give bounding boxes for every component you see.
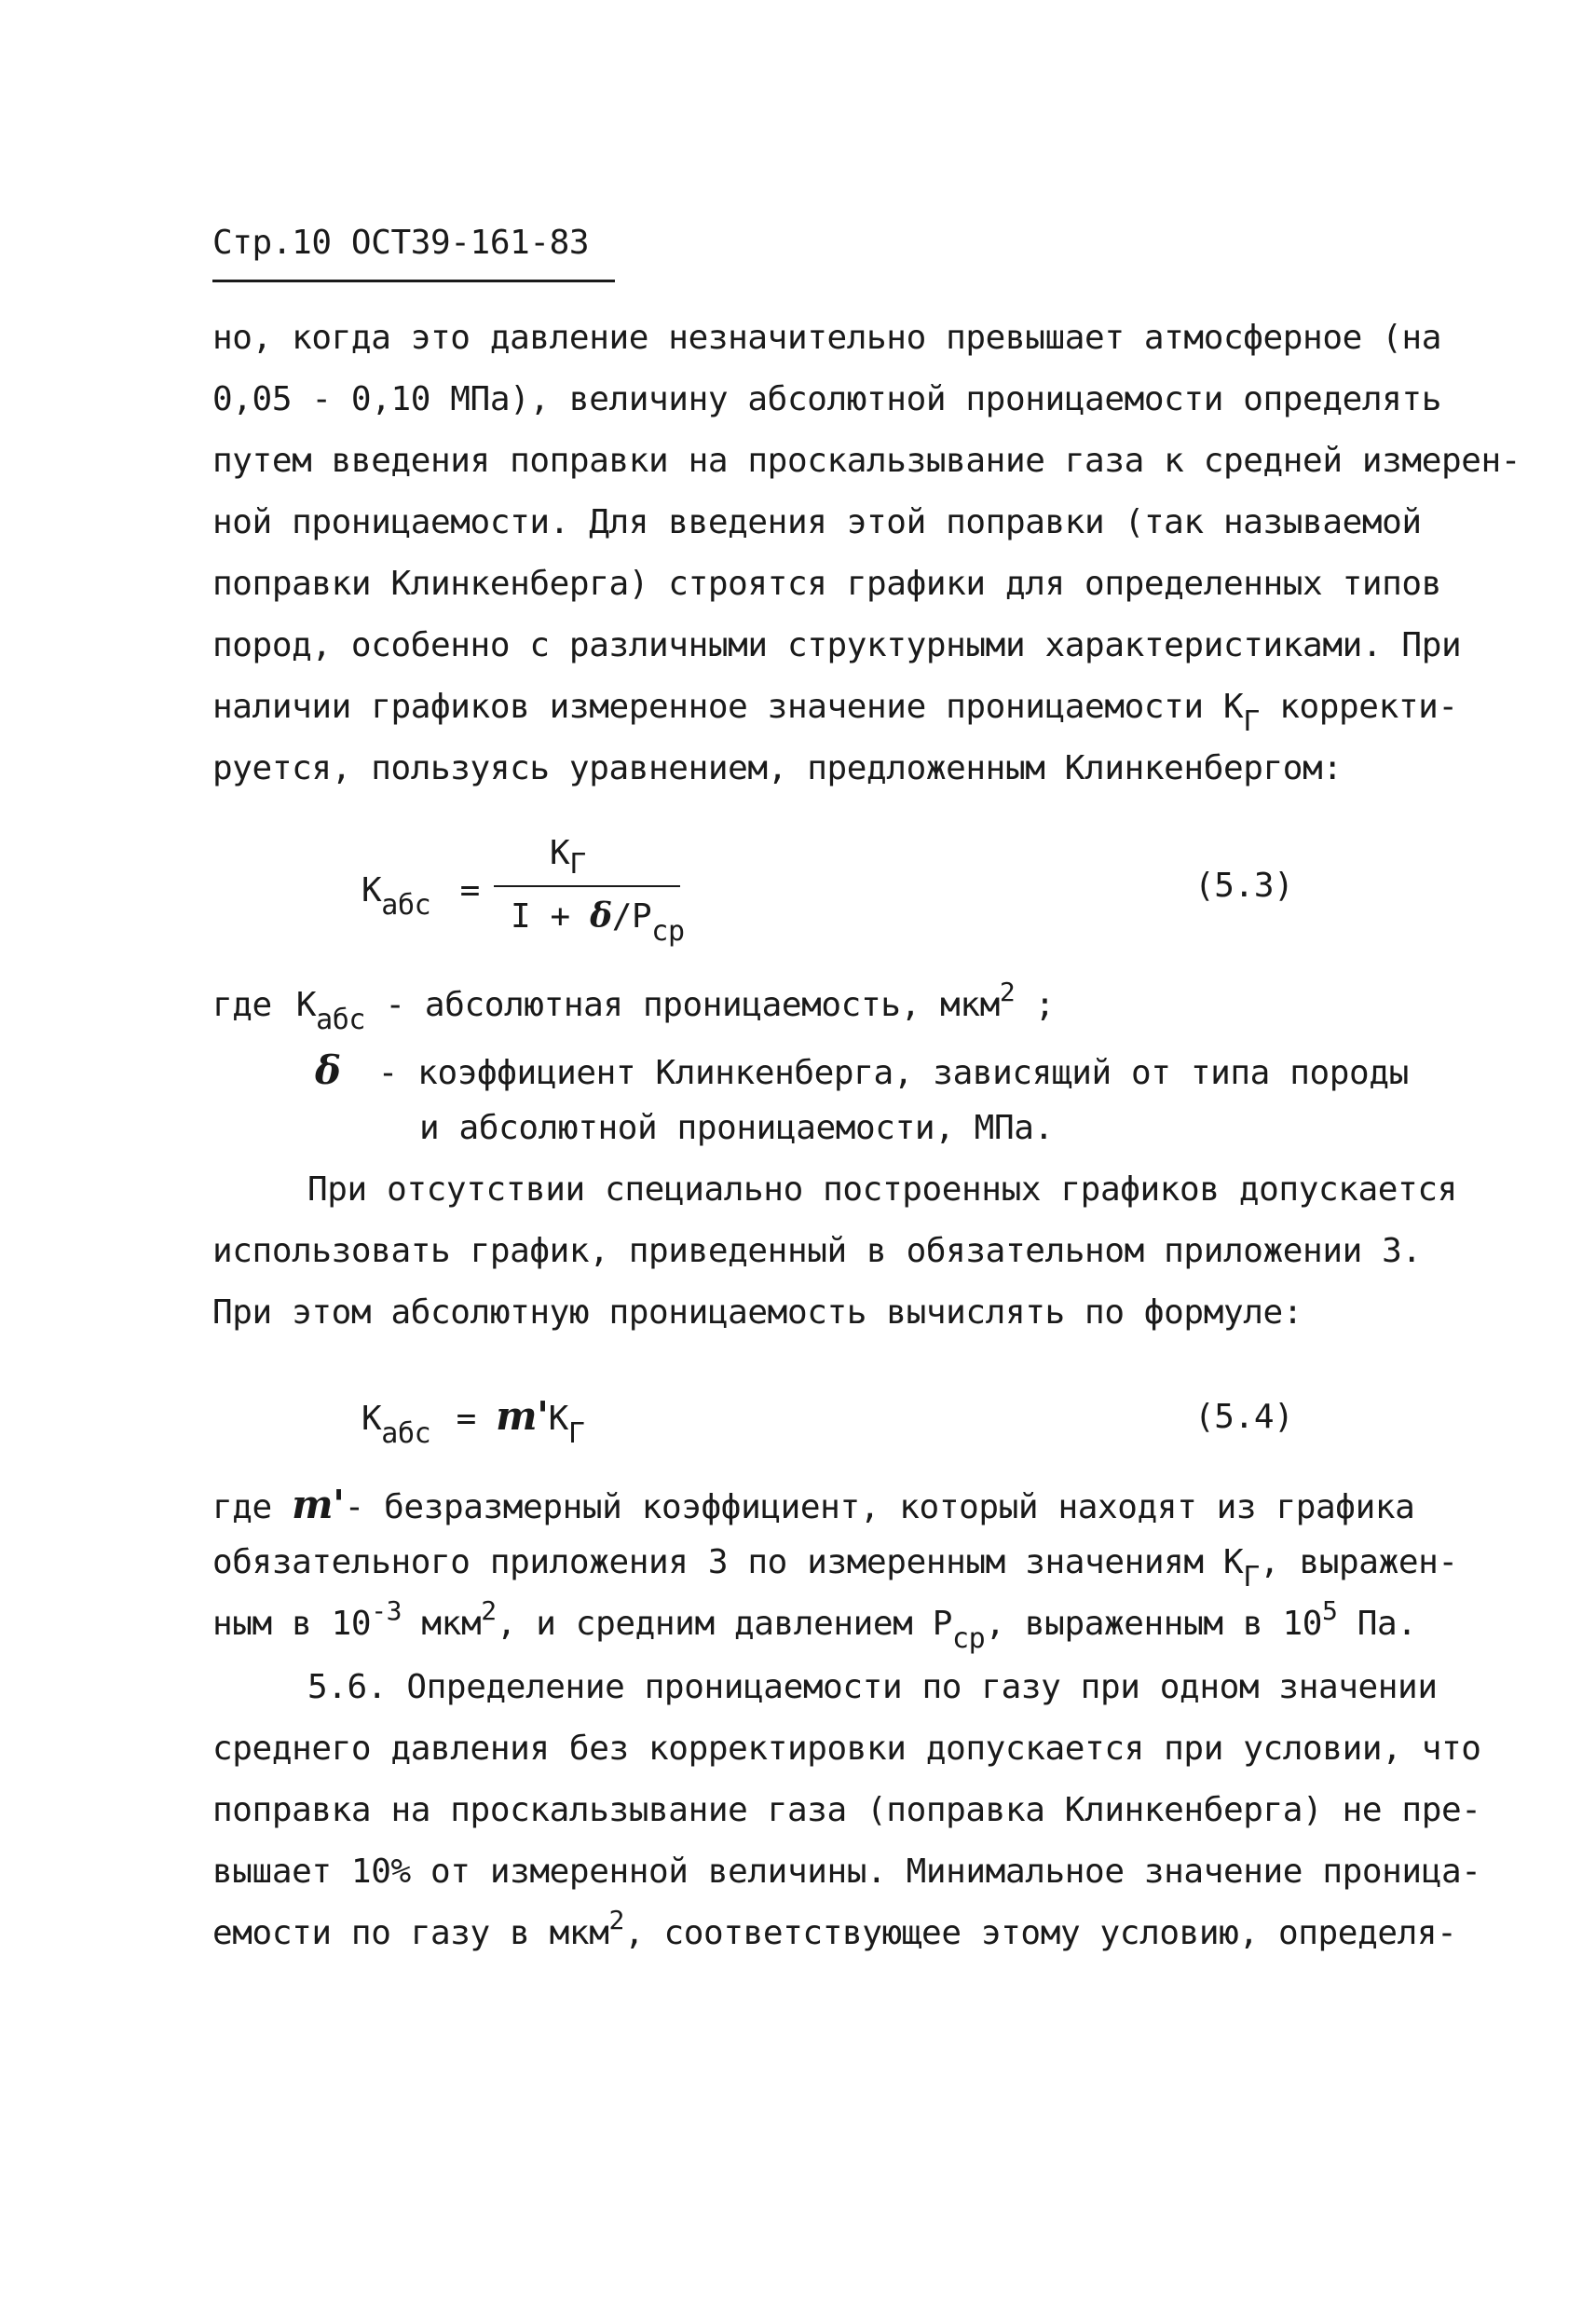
- text-line: путем введения поправки на проскальзывание газа к средней измерен-: [212, 442, 1521, 480]
- text-line: пород, особенно с различными структурными характеристиками. При: [212, 626, 1462, 664]
- text-line: ной проницаемости. Для введения этой поправки (так называемой: [212, 503, 1422, 541]
- text-line: использовать график, приведенный в обязательном приложении 3.: [212, 1232, 1422, 1270]
- text-line: руется, пользуясь уравнением, предложенным Клинкенбергом:: [212, 749, 1343, 787]
- fraction-bar: [494, 885, 680, 887]
- text-line: При этом абсолютную проницаемость вычислять по формуле:: [212, 1293, 1303, 1332]
- where-line: обязательного приложения 3 по измеренным значениям $К_Г$, выражен-: [212, 1543, 1458, 1593]
- fraction-numerator: $К_Г$: [550, 834, 586, 881]
- text-line: вышает 10% от измеренной величины. Минимальное значение проница-: [212, 1853, 1481, 1891]
- eq-lhs: $К_{абс} = m'К_Г$: [361, 1393, 585, 1450]
- header-underline: [212, 280, 615, 282]
- text-line: наличии графиков измеренное значение проницаемости $К_Г$ корректи-: [212, 688, 1458, 738]
- text-line: среднего давления без корректировки допускается при условии, что: [212, 1730, 1481, 1768]
- equation-number: (5.3): [1194, 867, 1294, 905]
- where-line: и абсолютной проницаемости, МПа.: [419, 1109, 1054, 1147]
- text-line: поправка на проскальзывание газа (поправка Клинкенберга) не пре-: [212, 1791, 1481, 1829]
- text-line: емости по газу в мкм$^2$, соответствующее этому условию, определя-: [212, 1905, 1457, 1952]
- where-line: ным в $10^{-3}$ мкм$^2$, и средним давлением $P_{ср}$, выраженным в $10^5$ Па.: [212, 1595, 1417, 1655]
- where-line: где $К_{абс}$ - абсолютная проницаемость, мкм$^2$ ;: [212, 977, 1055, 1036]
- where-line: δ - коэффициент Клинкенберга, зависящий от типа породы: [315, 1047, 1409, 1093]
- text-line: 0,05 - 0,10 МПа), величину абсолютной проницаемости определять: [212, 380, 1441, 418]
- text-line: но, когда это давление незначительно превышает атмосферное (на: [212, 319, 1441, 357]
- eq-lhs: $К_{абс}$ =: [361, 871, 480, 922]
- equation-number: (5.4): [1194, 1398, 1294, 1436]
- text-line: поправки Клинкенберга) строятся графики для определенных типов: [212, 565, 1441, 603]
- where-line: где m'- безразмерный коэффициент, который находят из графика: [212, 1482, 1415, 1527]
- text-line: При отсутствии специально построенных графиков допускается: [307, 1170, 1457, 1209]
- fraction-denominator: $I + \delta/P_{ср}$: [511, 896, 685, 948]
- text-line: 5.6. Определение проницаемости по газу при одном значении: [307, 1668, 1438, 1706]
- page-header: Стр.10 ОСТ39-161-83: [212, 224, 590, 262]
